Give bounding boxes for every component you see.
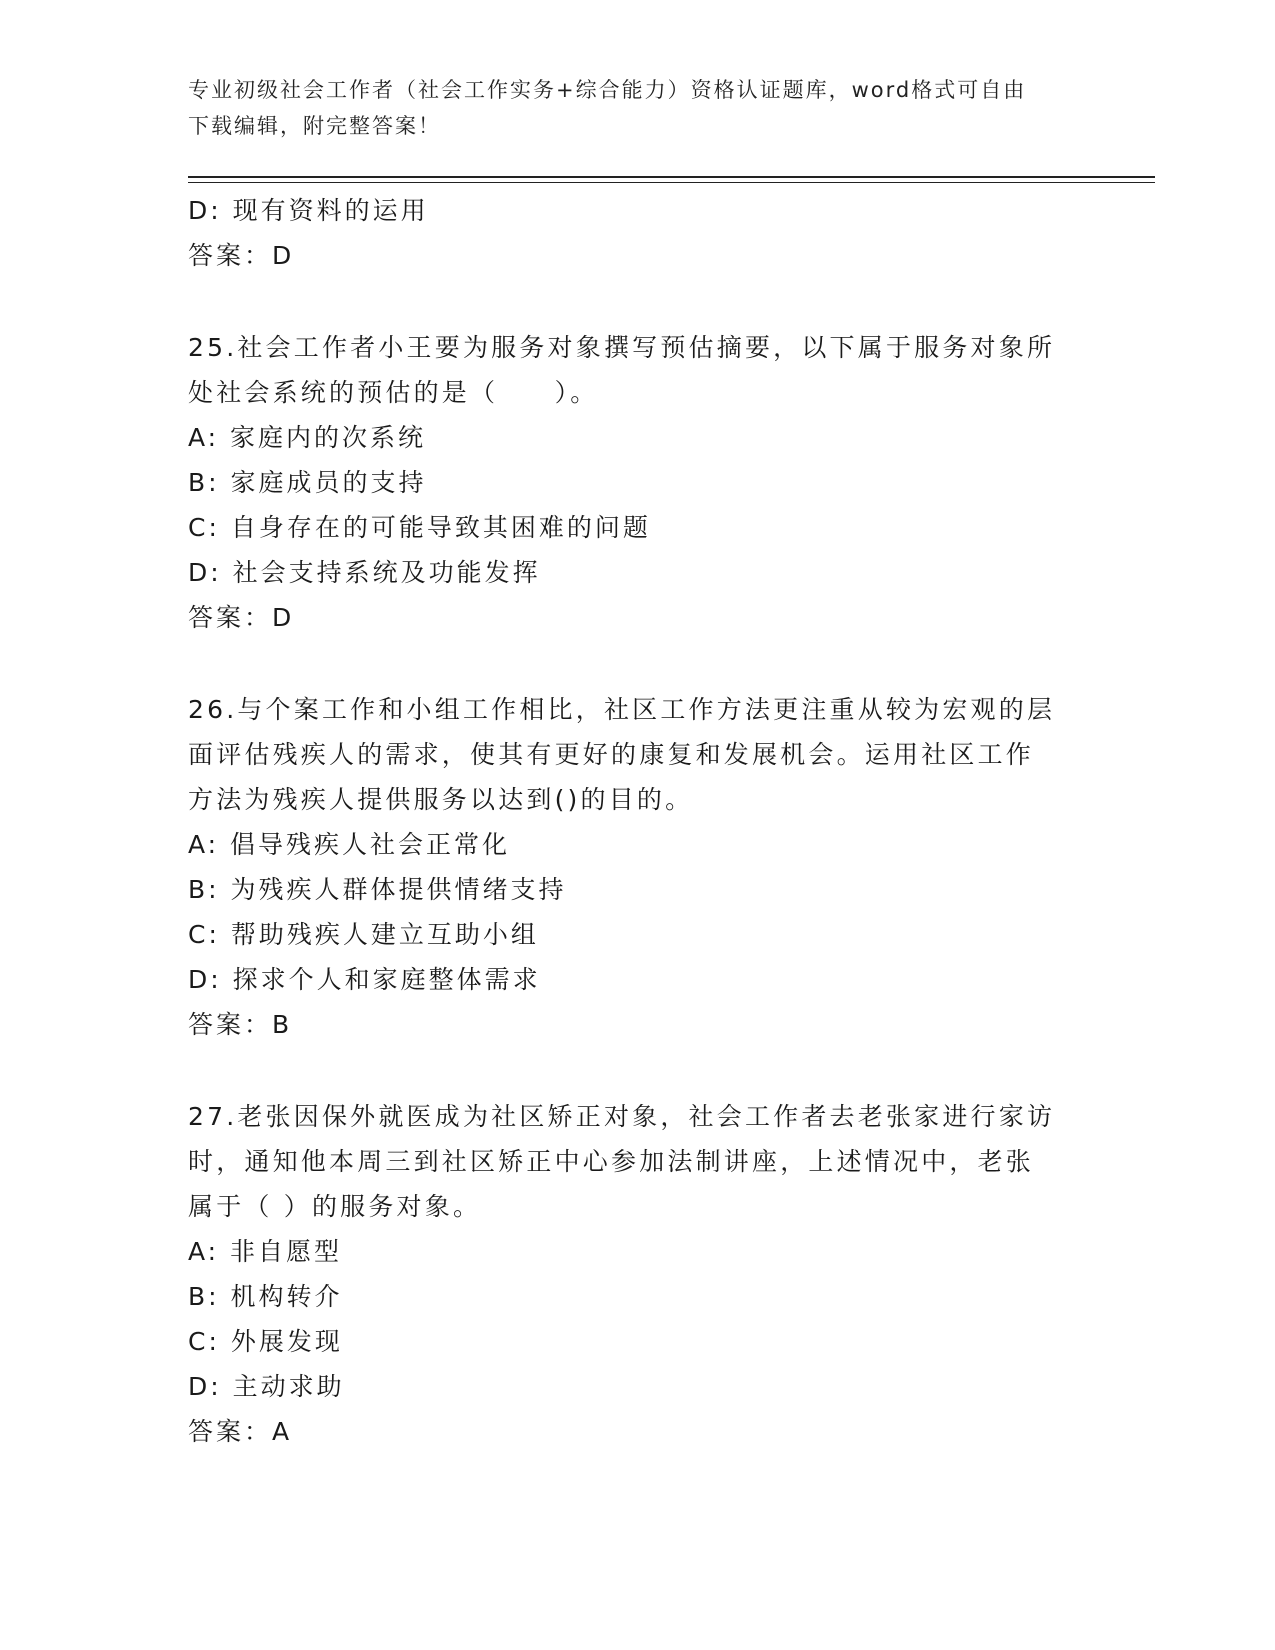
question-26	[188, 687, 1088, 1047]
option-b: B: 为残疾人群体提供情绪支持	[188, 875, 567, 904]
option-c: C: 外展发现	[188, 1327, 343, 1356]
prev-option-d: D: 现有资料的运用	[188, 196, 429, 225]
stem-line: 方法为残疾人提供服务以达到()的目的。	[188, 785, 694, 814]
option-b: B: 机构转介	[188, 1282, 343, 1311]
header-rule-thin	[188, 182, 1155, 183]
stem-line: 27.老张因保外就医成为社区矫正对象，社会工作者去老张家进行家访	[188, 1102, 1056, 1131]
option-a: A: 家庭内的次系统	[188, 423, 427, 452]
question-25	[188, 325, 1088, 640]
stem-line: 处社会系统的预估的是（ ）。	[188, 378, 599, 407]
option-d: D: 探求个人和家庭整体需求	[188, 965, 541, 994]
page-header	[188, 72, 1088, 144]
header-line-2: 下载编辑，附完整答案！	[188, 114, 441, 138]
option-d: D: 主动求助	[188, 1372, 345, 1401]
option-a: A: 非自愿型	[188, 1237, 343, 1266]
stem-line: 面评估残疾人的需求，使其有更好的康复和发展机会。运用社区工作	[188, 740, 1035, 769]
answer: 答案：D	[188, 603, 295, 632]
stem-line: 25.社会工作者小王要为服务对象撰写预估摘要，以下属于服务对象所	[188, 333, 1056, 362]
option-c: C: 自身存在的可能导致其困难的问题	[188, 513, 651, 542]
stem-line: 26.与个案工作和小组工作相比，社区工作方法更注重从较为宏观的层	[188, 695, 1056, 724]
question-stem	[188, 687, 1088, 822]
question-27	[188, 1094, 1088, 1454]
header-rule-thick	[188, 176, 1155, 178]
header-line-1: 专业初级社会工作者（社会工作实务+综合能力）资格认证题库，word格式可自由	[188, 78, 1027, 102]
answer: 答案：B	[188, 1010, 293, 1039]
question-stem	[188, 1094, 1088, 1229]
question-stem	[188, 325, 1088, 415]
document-body	[188, 188, 1088, 1454]
answer: 答案：A	[188, 1417, 293, 1446]
spacer	[188, 1047, 1088, 1094]
prev-answer: 答案：D	[188, 241, 295, 270]
spacer	[188, 640, 1088, 687]
option-a: A: 倡导残疾人社会正常化	[188, 830, 511, 859]
spacer	[188, 278, 1088, 325]
option-b: B: 家庭成员的支持	[188, 468, 427, 497]
option-d: D: 社会支持系统及功能发挥	[188, 558, 541, 587]
stem-line: 时，通知他本周三到社区矫正中心参加法制讲座，上述情况中，老张	[188, 1147, 1035, 1176]
stem-line: 属于（ ）的服务对象。	[188, 1192, 482, 1221]
option-c: C: 帮助残疾人建立互助小组	[188, 920, 539, 949]
